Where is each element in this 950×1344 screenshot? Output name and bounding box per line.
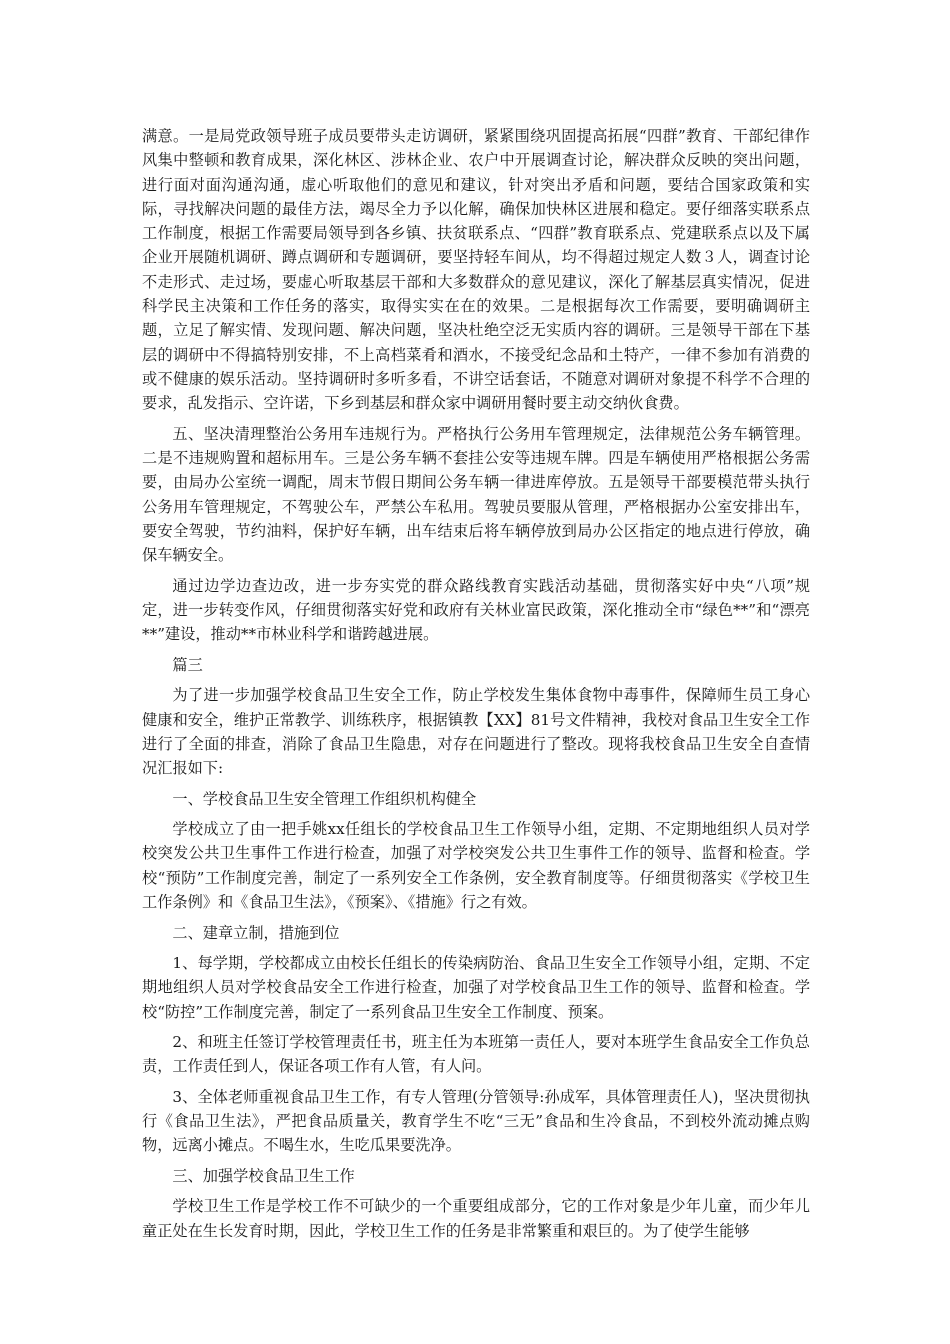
paragraph-10: 2、和班主任签订学校管理责任书，班主任为本班第一责任人，要对本班学生食品安全工作负总责，工作责任到人，保证各项工作有人管，有人问。 (142, 1033, 810, 1076)
paragraph-7: 学校成立了由一把手姚xx任组长的学校食品卫生工作领导小组，定期、不定期地组织人员对学校突发公共卫生事件工作进行检查，加强了对学校突发公共卫生事件工作的领导、监督和检查。学校“预防”工作制度完善，制定了一系列安全工作条例，安全教育制度等。仔细贯彻落实《学校卫生工作条例》和《食品卫生法》，《预案》、《措施》行之有效。 (142, 820, 810, 912)
section-heading-3: 三、加强学校食品卫生工作 (172, 1166, 355, 1185)
paragraph-9: 1、每学期，学校都成立由校长任组长的传染病防治、食品卫生安全工作领导小组，定期、不定期地组织人员对学校食品安全工作进行检查，加强了对学校食品卫生工作的领导、监督和检查。学校“防控”工作制度完善，制定了一系列食品卫生安全工作制度、预案。 (142, 954, 810, 1021)
paragraph-11: 3、全体老师重视食品卫生工作，有专人管理(分管领导:孙成军，具体管理责任人)，坚决贯彻执行《食品卫生法》，严把食品质量关，教育学生不吃“三无”食品和生冷食品，不到校外流动摊点购物，远离小摊点。不喝生水，生吃瓜果要洗净。 (142, 1087, 810, 1155)
paragraph-2: 五、坚决清理整治公务用车违规行为。严格执行公务用车管理规定，法律规范公务车辆管理。二是不违规购置和超标用车。三是公务车辆不套挂公安等违规车牌。四是车辆使用严格根据公务需要，由局办公室统一调配，周末节假日期间公务车辆一律进库停放。五是领导干部要模范带头执行公务用车管理规定，不驾驶公车，严禁公车私用。驾驶员要服从管理，严格根据办公室安排出车，要安全驾驶，节约油料，保护好车辆，出车结束后将车辆停放到局办公区指定的地点进行停放，确保车辆安全。 (142, 424, 810, 565)
paragraph-13: 学校卫生工作是学校工作不可缺少的一个重要组成部分，它的工作对象是少年儿童，而少年儿童正处在生长发育时期，因此，学校卫生工作的任务是非常繁重和艰巨的。为了使学生能够 (142, 1197, 810, 1240)
document-page (142, 124, 810, 1249)
paragraph-1: 满意。一是局党政领导班子成员要带头走访调研，紧紧围绕巩固提高拓展“四群”教育、干部纪律作风集中整顿和教育成果，深化林区、涉林企业、农户中开展调查讨论，解决群众反映的突出问题，进行面对面沟通沟通，虚心听取他们的意见和建议，针对突出矛盾和问题，要结合国家政策和实际，寻找解决问题的最佳方法，竭尽全力予以化解，确保加快林区进展和稳定。要仔细落实联系点工作制度，根据工作需要局领导到各乡镇、扶贫联系点、“四群”教育联系点、党建联系点以及下属企业开展随机调研、蹲点调研和专题调研，要坚持轻车间从，均不得超过规定人数３人，调查讨论不走形式、走过场，要虚心听取基层干部和大多数群众的意见建议，深化了解基层真实情况，促进科学民主决策和工作任务的落实，取得实实在在的效果。二是根据每次工作需要，要明确调研主题，立足了解实情、发现问题、解决问题，坚决杜绝空泛无实质内容的调研。三是领导干部在下基层的调研中不得搞特别安排，不上高档菜肴和酒水，不接受纪念品和土特产，一律不参加有消费的或不健康的娱乐活动。坚持调研时多听多看，不讲空话套话，不随意对调研对象提不科学不合理的要求，乱发指示、空许诺，下乡到基层和群众家中调研用餐时要主动交纳伙食费。 (142, 127, 810, 413)
paragraph-5: 为了进一步加强学校食品卫生安全工作，防止学校发生集体食物中毒事件，保障师生员工身心健康和安全，维护正常教学、训练秩序，根据镇教【XX】81号文件精神，我校对食品卫生安全工作进行了全面的排查，消除了食品卫生隐患，对存在问题进行了整改。现将我校食品卫生安全自查情况汇报如下: (142, 686, 810, 778)
section-heading-2: 二、建章立制，措施到位 (172, 923, 340, 942)
paragraph-3: 通过边学边查边改，进一步夯实党的群众路线教育实践活动基础，贯彻落实好中央“八项”规定，进一步转变作风，仔细贯彻落实好党和政府有关林业富民政策，深化推动全市“绿色**”和“漂亮**”建设，推动**市林业科学和谐跨越进展。 (142, 576, 810, 644)
section-heading-pian-san: 篇三 (172, 655, 203, 674)
section-heading-1: 一、学校食品卫生安全管理工作组织机构健全 (172, 789, 477, 808)
